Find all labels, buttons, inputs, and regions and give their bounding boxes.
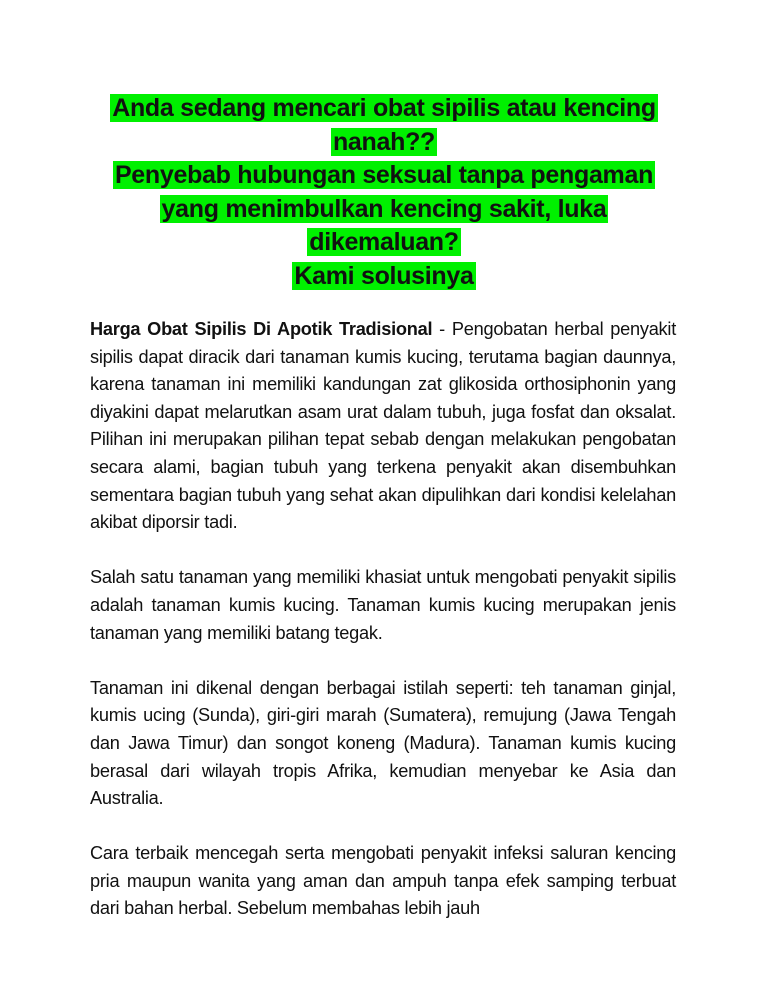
heading-line-cause: Penyebab hubungan seksual tanpa pengaman yang menimbulkan kencing sakit, luka dikemaluan? xyxy=(114,161,654,256)
article-title-lead: Harga Obat Sipilis Di Apotik Tradisional xyxy=(90,319,433,339)
lead-separator: - xyxy=(432,319,452,339)
paragraph-1-text: Pengobatan herbal penyakit sipilis dapat diracik dari tanaman kumis kucing, terutama bagian daunnya, karena tanaman ini memiliki kandungan zat glikosida orthosiphonin yang diyakini dapat melarutkan asam urat dalam tubuh, juga fosfat dan oksalat. Pilihan ini merupakan pilihan tepat sebab dengan melakukan pengobatan secara alami, bagian tubuh yang terkena penyakit akan disembuhkan sementara bagian tubuh yang sehat akan dipulihkan dari kondisi kelelahan akibat diporsir tadi. xyxy=(90,319,676,533)
paragraph-2: Salah satu tanaman yang memiliki khasiat untuk mengobati penyakit sipilis adalah tanaman kumis kucing. Tanaman kumis kucing merupakan jenis tanaman yang memiliki batang tegak. xyxy=(90,567,676,643)
highlighted-heading xyxy=(90,92,678,293)
paragraph-4: Cara terbaik mencegah serta mengobati penyakit infeksi saluran kencing pria maupun wanita yang aman dan ampuh tanpa efek samping terbuat dari bahan herbal. Sebelum membahas lebih jauh xyxy=(90,843,676,919)
paragraph-1 xyxy=(90,316,676,537)
paragraph-3: Tanaman ini dikenal dengan berbagai istilah seperti: teh tanaman ginjal, kumis ucing (Sunda), giri-giri marah (Sumatera), remujung (Jawa Tengah dan Jawa Timur) dan songot koneng (Madura). Tanaman kumis kucing berasal dari wilayah tropis Afrika, kemudian menyebar ke Asia dan Australia. xyxy=(90,677,676,809)
heading-line-question: Anda sedang mencari obat sipilis atau kencing nanah?? xyxy=(112,94,656,156)
article-body xyxy=(90,316,676,951)
heading-line-solution: Kami solusinya xyxy=(294,261,474,290)
